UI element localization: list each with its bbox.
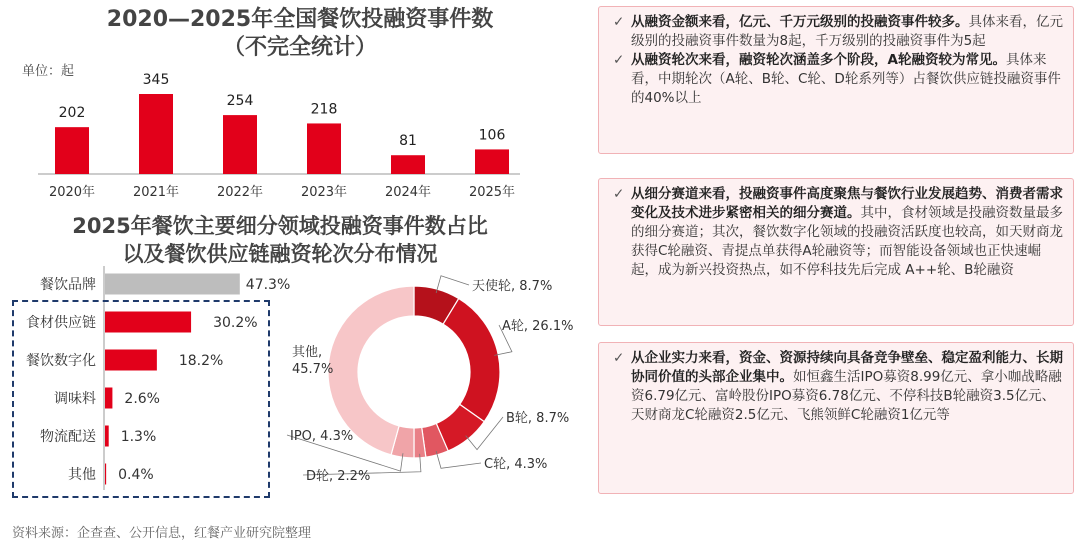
x-tick-label: 2022年 [216,185,264,200]
bar [223,115,257,174]
middle-chart-title-line2: 以及餐饮供应链融资轮次分布情况 [122,242,438,266]
bar-value-label: 106 [478,127,506,144]
unit-label: 单位：起 [22,64,75,79]
x-tick-label: 2025年 [468,185,516,200]
donut-label: 其他, [292,345,323,360]
category-label: 物流配送 [40,429,96,445]
bar [475,149,509,174]
insight-item: ✓ 从融资轮次来看，融资轮次涵盖多个阶段，A轮融资较为常见。具体来看，中期轮次（A轮、B轮、C轮、D轮系列等）占餐饮供应链投融资事件的40%以上 [613,51,1063,108]
donut-label: B轮, 8.7% [506,411,570,426]
x-tick-label: 2021年 [132,185,180,200]
yearly-bar-chart [0,0,600,210]
hbar-value-label: 1.3% [120,429,157,445]
x-tick-label: 2020年 [48,185,96,200]
insight-item: ✓ 从融资金额来看，亿元、千万元级别的投融资事件较多。具体来看，亿元级别的投融资事件数量为8起，千万级别的投融资事件为5起 [613,13,1063,51]
insight-box-1 [598,6,1074,154]
bar-value-label: 218 [310,101,338,118]
insight-item: ✓ 从细分赛道来看，投融资事件高度聚焦与餐饮行业发展趋势、消费者需求变化及技术进步紧密相关的细分赛道。其中，食材领域是投融资数量最多的细分赛道；其次，餐饮数字化领域的投融资活跃度也较高，如天财商龙获得C轮融资、青提点单获得A轮融资等；而智能设备领域也正快速崛起，成为新兴投资热点，如不停科技先后完成 A++轮、B轮融资 [613,185,1063,280]
supply-chain-highlight-box [12,300,270,498]
top-chart-title-line1: 2020—2025年全国餐饮投融资事件数 [106,7,494,32]
donut-label: C轮, 4.3% [484,457,548,472]
bar [307,123,341,174]
insight-item: ✓ 从企业实力来看，资金、资源持续向具备竞争壁垒、稳定盈利能力、长期协同价值的头部企业集中。如恒鑫生活IPO募资8.99亿元、拿小咖战略融资6.79亿元、富岭股份IPO募资6.78亿元、不停科技B轮融资3.5亿元、天财商龙C轮融资2.5亿元、飞熊领鲜C轮融资1亿元等 [613,349,1063,425]
x-tick-label: 2024年 [384,185,432,200]
donut-label: IPO, 4.3% [290,429,354,444]
bar-value-label: 202 [58,105,86,122]
bar [55,127,89,174]
donut-slice [443,299,500,422]
category-label: 餐饮数字化 [26,353,96,369]
category-label: 食材供应链 [26,315,96,331]
bar-value-label: 345 [142,72,170,88]
hbar [105,274,240,295]
donut-label: 45.7% [292,362,334,377]
hbar-value-label: 2.6% [124,391,160,407]
hbar-value-label: 30.2% [213,315,258,331]
top-chart-title-line2: （不完全统计） [222,35,377,60]
middle-chart-title-line1: 2025年餐饮主要细分领域投融资事件数占比 [72,214,488,238]
bar [391,155,425,174]
category-label: 调味料 [54,391,96,407]
source-note: 资料来源：企查查、公开信息，红餐产业研究院整理 [12,526,312,541]
bar-value-label: 81 [399,133,417,150]
funding-round-donut-chart [260,262,600,492]
donut-label: 天使轮, 8.7% [472,279,553,294]
category-label: 其他 [68,467,96,483]
insight-box-3 [598,342,1074,494]
bar-value-label: 254 [226,93,254,110]
bar [139,94,173,174]
hbar-value-label: 47.3% [245,277,291,293]
category-label: 餐饮品牌 [40,277,96,293]
donut-label: A轮, 26.1% [502,319,574,334]
hbar-value-label: 0.4% [118,467,154,483]
x-tick-label: 2023年 [300,185,348,200]
insight-box-2 [598,178,1074,326]
donut-label: D轮, 2.2% [306,469,371,484]
hbar-value-label: 18.2% [178,353,224,369]
